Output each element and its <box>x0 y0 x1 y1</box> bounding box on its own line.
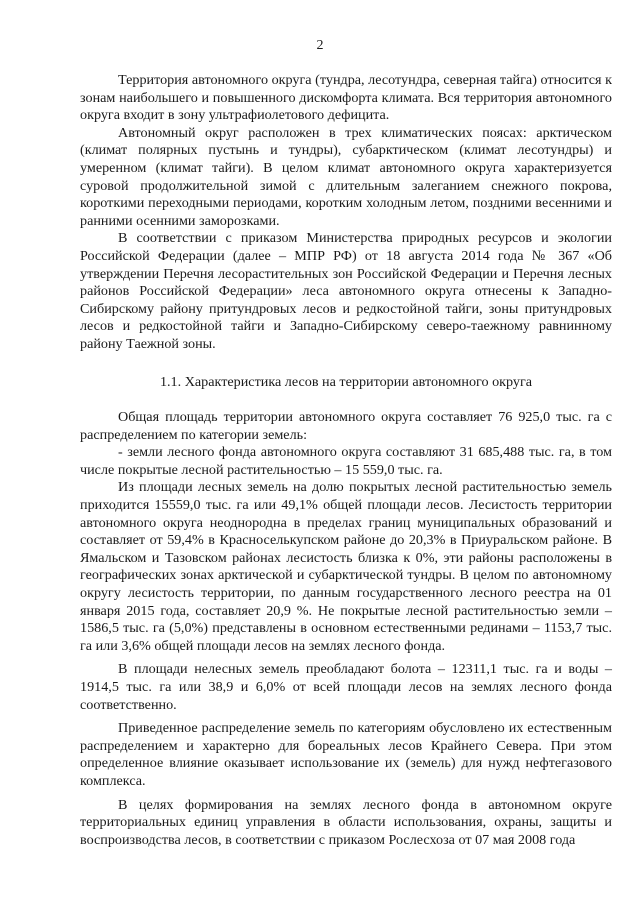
paragraph-climate-zones: Территория автономного округа (тундра, лесотундра, северная тайга) относится к зонам наибольшего и повышенного дискомфорта климата. Вся территория автономного округа входит в зону ультрафиолетового дефицита. <box>80 72 612 124</box>
document-body <box>80 72 612 849</box>
paragraph-management-units: В целях формирования на землях лесного фонда в автономном округе территориальных единиц управления в области использования, охраны, защиты и воспроизводства лесов, в соответствии с приказом Рослесхоза от 07 мая 2008 года <box>80 796 612 848</box>
paragraph-land-distribution: Приведенное распределение земель по категориям обусловлено их естественным распределением и характерно для бореальных лесов Крайнего Севера. При этом определенное влияние оказывает использование их (земель) для нужд нефтегазового комплекса. <box>80 720 612 789</box>
paragraph-forest-fund: - земли лесного фонда автономного округа составляют 31 685,488 тыс. га, в том числе покрытые лесной растительностью – 15 559,0 тыс. га. <box>80 444 612 478</box>
paragraph-nonforest-lands: В площади нелесных земель преобладают болота – 12311,1 тыс. га и воды – 1914,5 тыс. га или 38,9 и 6,0% от всей площади лесов на землях лесного фонда соответственно. <box>80 661 612 713</box>
paragraph-forest-regions: В соответствии с приказом Министерства природных ресурсов и экологии Российской Федерации (далее – МПР РФ) от 18 августа 2014 года № 367 «Об утверждении Перечня лесорастительных зон Российской Федерации и Перечня лесных районов Российской Федерации» леса автономного округа отнесены к Западно-Сибирскому району притундровых лесов и редкостойной тайги, зоны притундровых лесов и редкостойной тайги и Западно-Сибирскому северо-таежному равнинному району Таежной зоны. <box>80 230 612 352</box>
paragraph-total-area: Общая площадь территории автономного округа составляет 76 925,0 тыс. га с распределением по категории земель: <box>80 409 612 443</box>
page-number: 2 <box>316 38 324 53</box>
section-heading: 1.1. Характеристика лесов на территории автономного округа <box>159 373 533 390</box>
paragraph-forest-cover: Из площади лесных земель на долю покрытых лесной растительностью земель приходится 15559,0 тыс. га или 49,1% общей площади лесов. Лесистость территории автономного округа неоднородна в пределах границ муниципальных образований и составляет от 59,4% в Красноселькупском районе до 20,3% в Приуральском районе. В Ямальском и Тазовском районах лесистость близка к 0%, эти районы расположены в географических зонах арктической и субарктической тундры. В целом по автономному округу лесистость территории, по данным государственного лесного реестра на 01 января 2015 года, составляет 20,9 %. Не покрытые лесной растительностью земли – 1586,5 тыс. га (5,0%) представлены в основном естественными рединами – 1153,7 тыс. га или 3,6% общей площади лесов на землях лесного фонда. <box>80 479 612 654</box>
paragraph-climate-belts: Автономный округ расположен в трех климатических поясах: арктическом (климат полярных пустынь и тундры), субарктическом (климат лесотундры) и умеренном (климат тайги). В целом климат автономного округа характеризуется суровой продолжительной зимой с длительным залеганием снежного покрова, короткими переходными периодами, коротким холодным летом, поздними весенними и ранними осенними заморозками. <box>80 124 612 229</box>
